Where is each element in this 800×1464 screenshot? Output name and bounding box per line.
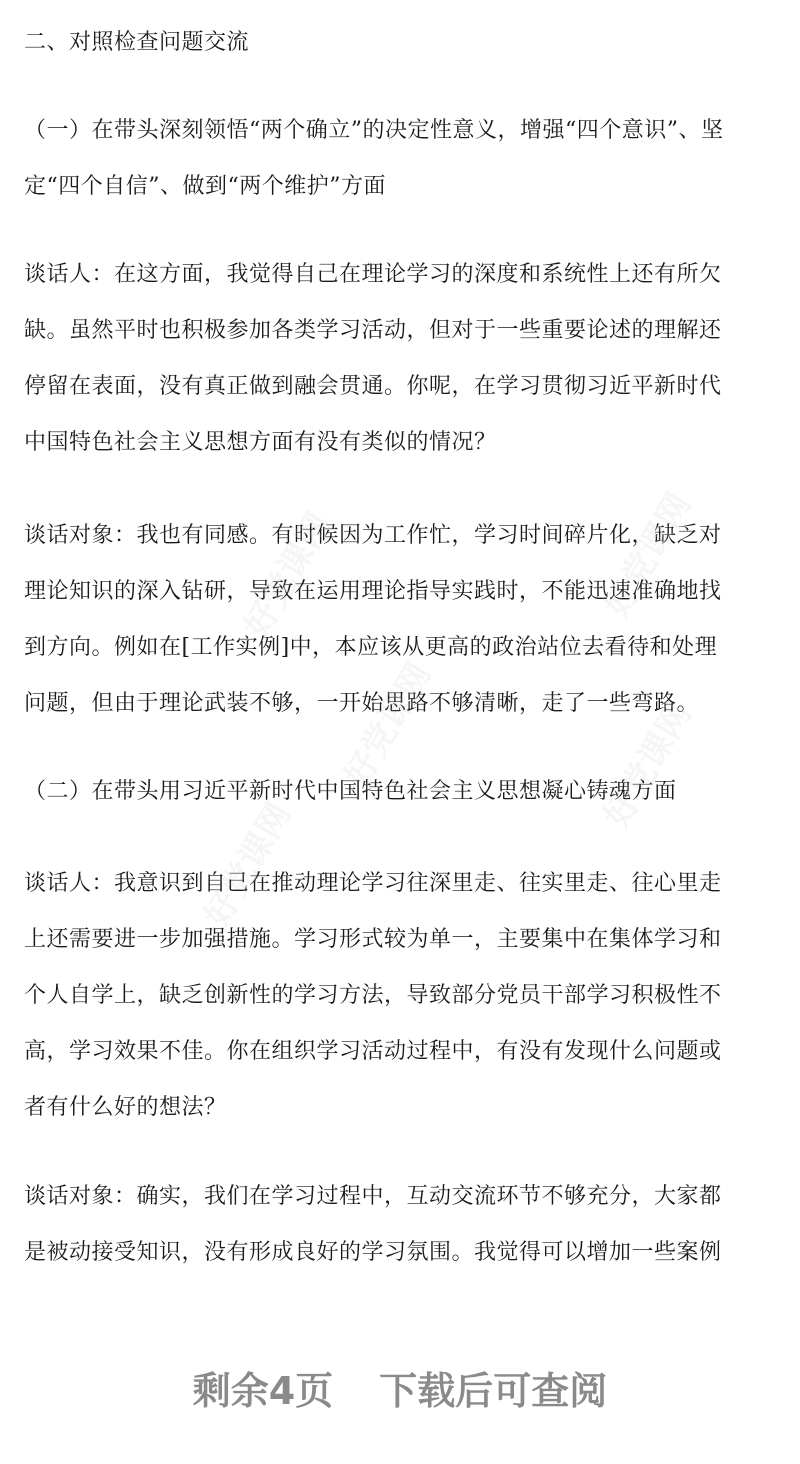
watermark: 好党课网 <box>196 796 300 934</box>
paragraph-line: 问题，但由于理论武装不够，一开始思路不够清晰，走了一些弯路。 <box>24 691 700 716</box>
paragraph-line: 谈话人：在这方面，我觉得自己在理论学习的深度和系统性上还有所欠 <box>24 262 722 287</box>
download-to-view-label: 下载后可查阅 <box>379 1369 608 1413</box>
watermark: 好党课网 <box>596 696 700 834</box>
paragraph-line: 理论知识的深入钻研，导致在运用理论指导实践时，不能迅速准确地找 <box>24 579 722 604</box>
watermark: 好党课网 <box>336 656 440 794</box>
paragraph-line: 谈话对象：确实，我们在学习过程中，互动交流环节不够充分，大家都 <box>24 1184 722 1209</box>
paragraph-line: 上还需要进一步加强措施。学习形式较为单一，主要集中在集体学习和 <box>24 927 722 952</box>
section-heading: 二、对照检查问题交流 <box>24 30 250 55</box>
paragraph-line: 高，学习效果不佳。你在组织学习活动过程中，有没有发现什么问题或 <box>24 1039 722 1064</box>
paragraph-line: （一）在带头深刻领悟“两个确立”的决定性意义，增强“四个意识”、坚 <box>24 118 724 143</box>
paragraph-line: （二）在带头用习近平新时代中国特色社会主义思想凝心铸魂方面 <box>24 779 677 804</box>
paragraph-line: 定“四个自信”、做到“两个维护”方面 <box>24 174 386 199</box>
paragraph-line: 停留在表面，没有真正做到融会贯通。你呢，在学习贯彻习近平新时代 <box>24 374 722 399</box>
remaining-pages-label: 剩余4页 <box>192 1369 334 1413</box>
paragraph-line: 个人自学上，缺乏创新性的学习方法，导致部分党员干部学习积极性不 <box>24 983 722 1008</box>
paragraph-line: 谈话对象：我也有同感。有时候因为工作忙，学习时间碎片化，缺乏对 <box>24 523 722 548</box>
paragraph-line: 者有什么好的想法？ <box>24 1095 227 1120</box>
watermark: 好党课网 <box>596 486 700 624</box>
download-prompt[interactable] <box>0 1360 800 1415</box>
paragraph-line: 缺。虽然平时也积极参加各类学习活动，但对于一些重要论述的理解还 <box>24 318 722 343</box>
watermark: 好党课网 <box>236 506 340 644</box>
paragraph-line: 谈话人：我意识到自己在推动理论学习往深里走、往实里走、往心里走 <box>24 871 722 896</box>
paragraph-line: 是被动接受知识，没有形成良好的学习氛围。我觉得可以增加一些案例 <box>24 1240 722 1265</box>
paragraph-line: 中国特色社会主义思想方面有没有类似的情况？ <box>24 430 497 455</box>
paragraph-line: 到方向。例如在[工作实例]中，本应该从更高的政治站位去看待和处理 <box>24 635 718 660</box>
